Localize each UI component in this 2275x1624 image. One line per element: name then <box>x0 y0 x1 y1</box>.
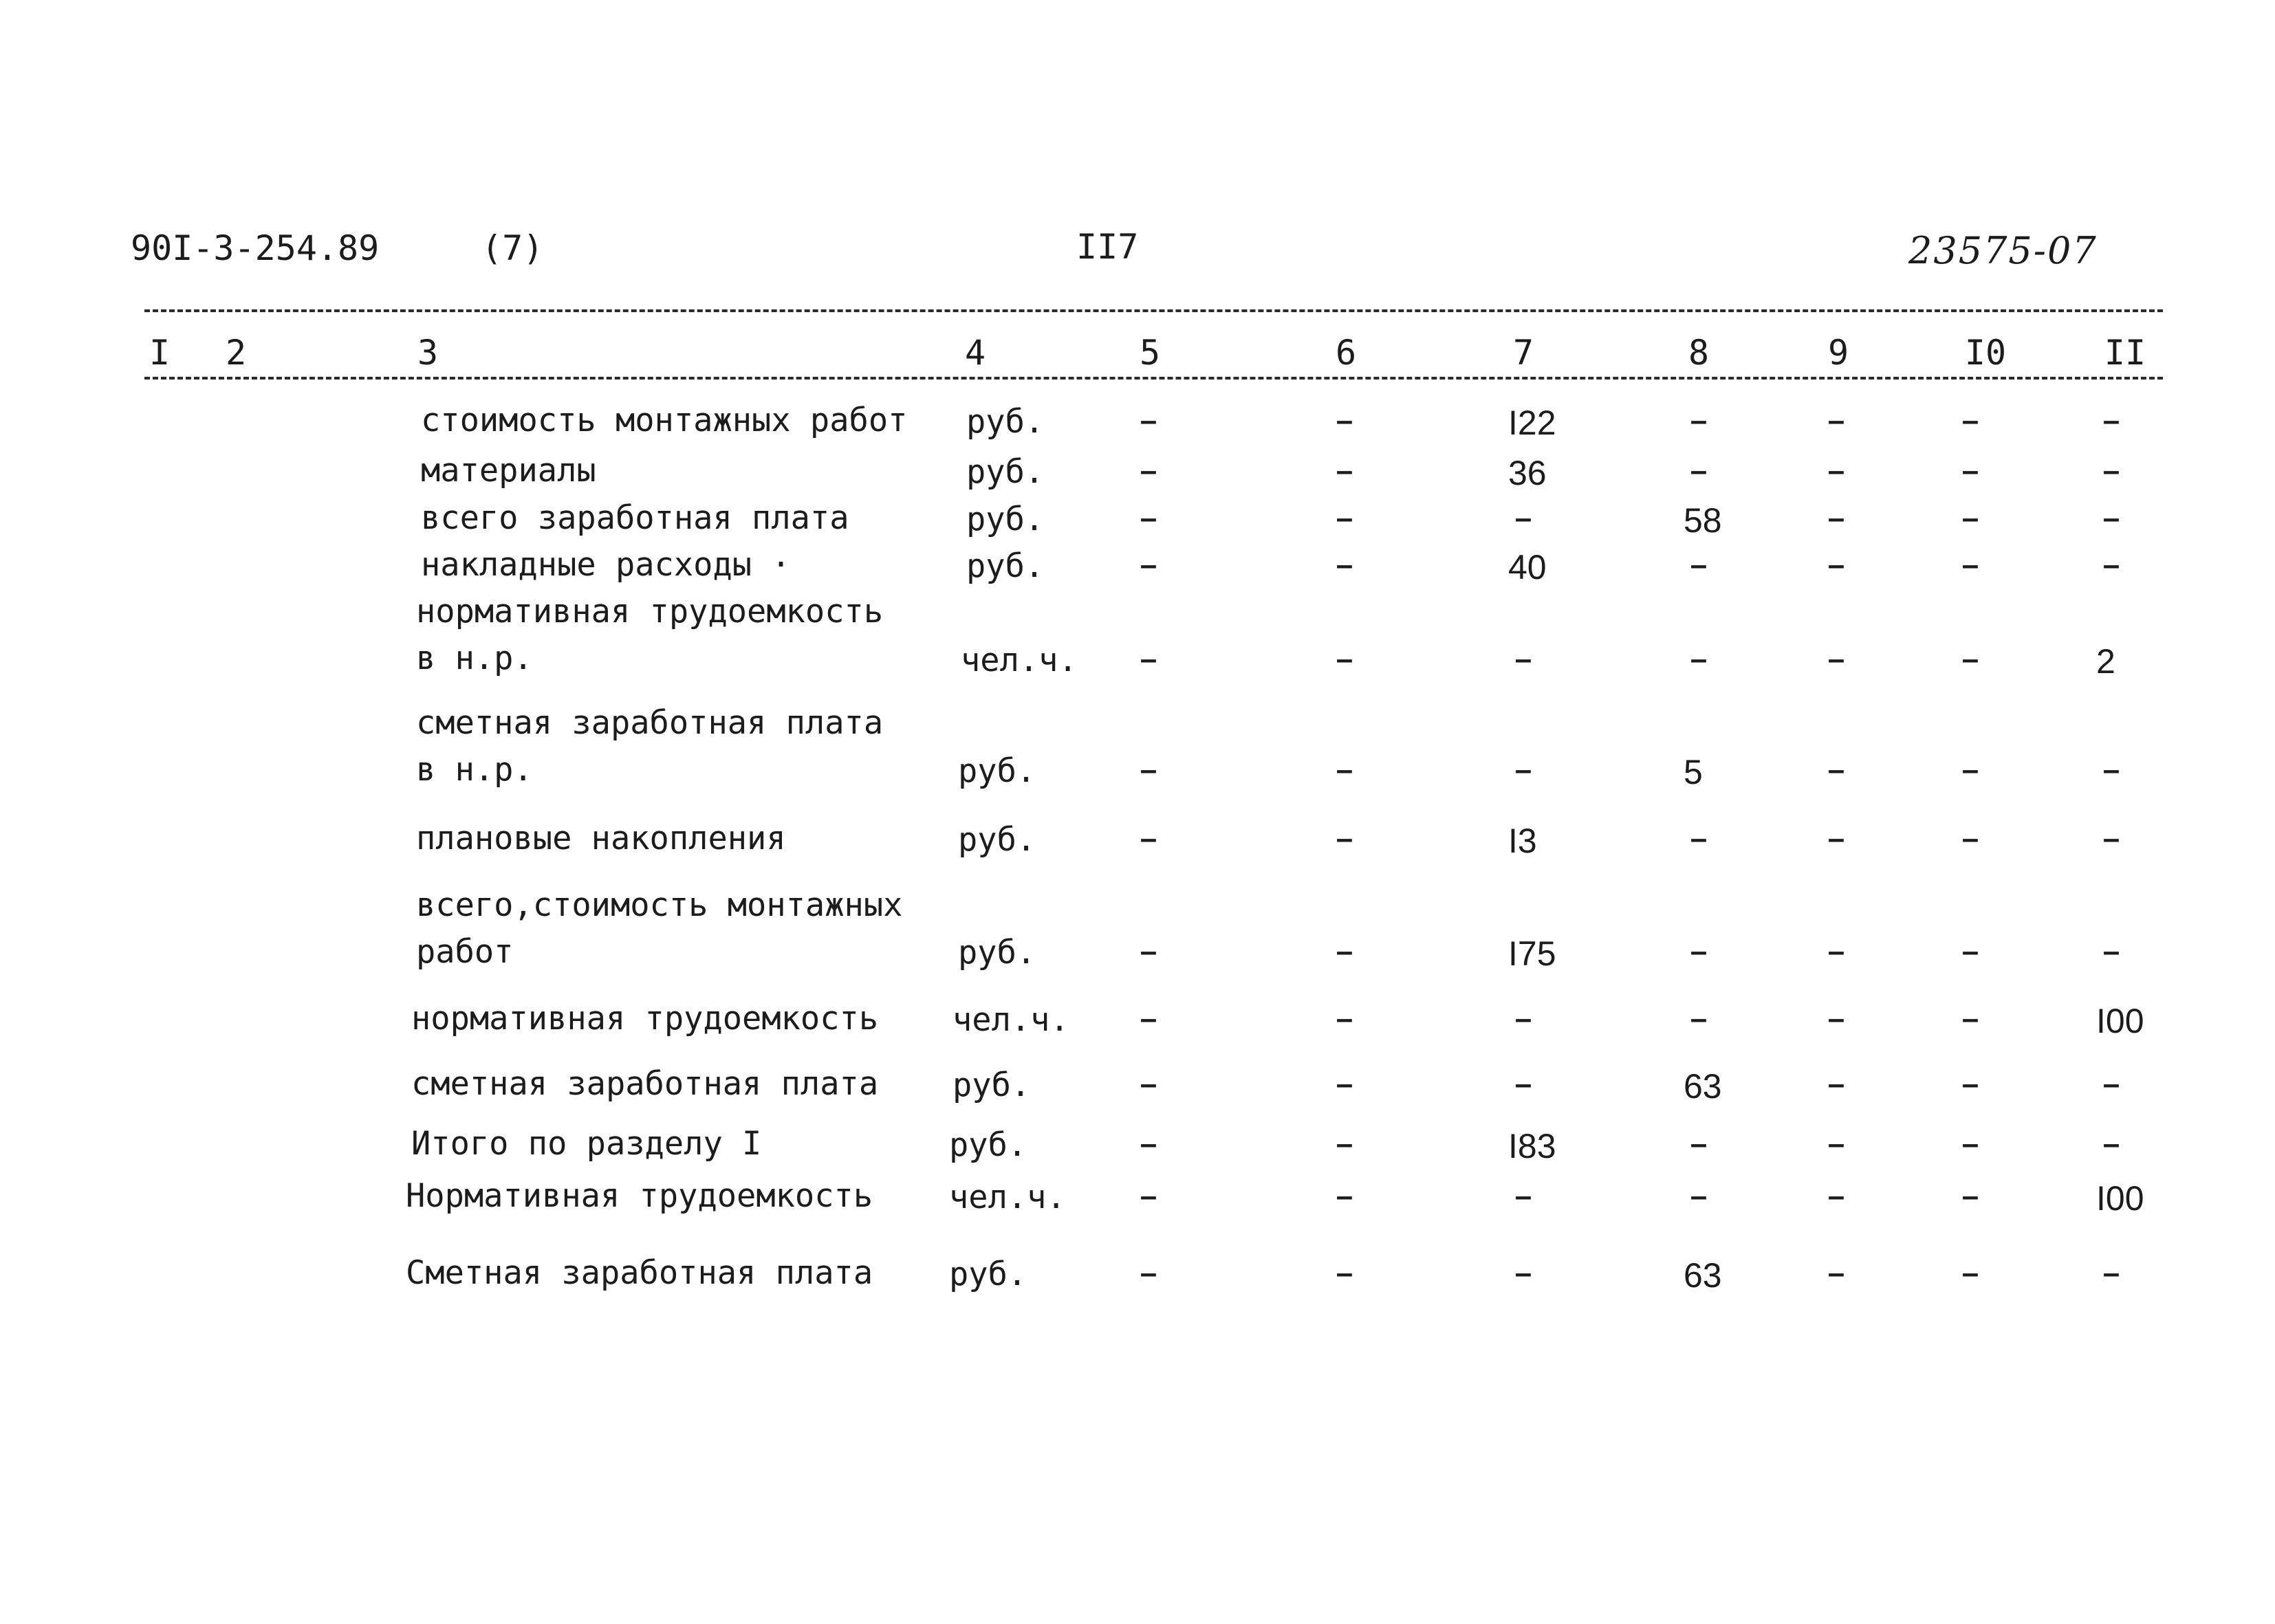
row-unit: руб. <box>966 547 1045 585</box>
row-value: – <box>1827 1002 1845 1035</box>
row-unit: руб. <box>958 752 1036 790</box>
row-value: – <box>1827 404 1845 437</box>
row-value: – <box>1961 642 1979 676</box>
row-value: – <box>1827 454 1845 487</box>
document-code: 90I-3-254.89 <box>131 228 380 268</box>
row-value: I83 <box>1508 1127 1556 1165</box>
row-value: – <box>2102 753 2120 787</box>
row-value: – <box>2102 548 2120 582</box>
row-label: накладные расходы · <box>421 546 791 584</box>
column-number: 6 <box>1335 333 1357 373</box>
row-value: – <box>1690 404 1708 437</box>
row-value: – <box>1336 1002 1353 1035</box>
row-label: всего заработная плата <box>421 499 849 537</box>
row-unit: руб. <box>966 501 1045 538</box>
row-value: – <box>1140 1127 1157 1161</box>
row-value: – <box>1690 1179 1708 1213</box>
row-value: – <box>1961 753 1979 787</box>
header-bottom-rule <box>144 377 2163 380</box>
row-value: 2 <box>2096 642 2115 681</box>
row-value: I22 <box>1508 404 1556 442</box>
column-number: 8 <box>1688 333 1710 373</box>
row-unit: руб. <box>958 934 1036 972</box>
row-value: – <box>1140 934 1157 968</box>
row-value: – <box>1961 822 1979 855</box>
row-value: – <box>1514 1067 1532 1101</box>
row-unit: руб. <box>966 403 1045 441</box>
row-value: – <box>1140 1179 1157 1213</box>
row-value: – <box>1514 501 1532 535</box>
row-value: – <box>1690 548 1708 582</box>
row-value: I75 <box>1508 934 1556 973</box>
row-value: – <box>1514 1256 1532 1290</box>
row-value: – <box>1140 753 1157 787</box>
row-value: – <box>1140 1067 1157 1101</box>
column-number: 9 <box>1827 333 1849 373</box>
row-value: – <box>2102 1127 2120 1161</box>
row-unit: руб. <box>966 453 1045 491</box>
row-value: 58 <box>1684 501 1722 540</box>
sheet-number: (7) <box>481 228 544 268</box>
row-value: – <box>2102 501 2120 535</box>
row-value: – <box>1140 404 1157 437</box>
row-unit: руб. <box>953 1066 1031 1104</box>
row-label: Сметная заработная плата <box>406 1254 873 1292</box>
header-top-rule <box>144 309 2163 312</box>
row-value: I3 <box>1508 822 1537 860</box>
row-value: – <box>1961 1067 1979 1101</box>
row-value: – <box>1336 548 1353 582</box>
row-value: – <box>1336 642 1353 676</box>
row-unit: руб. <box>958 821 1036 859</box>
row-value: – <box>1336 501 1353 535</box>
row-value: – <box>1827 1127 1845 1161</box>
row-value: – <box>1514 753 1532 787</box>
row-value: – <box>1961 501 1979 535</box>
row-value: – <box>1961 1256 1979 1290</box>
row-value: – <box>1140 1002 1157 1035</box>
row-label: всего,стоимость монтажных работ <box>416 886 903 972</box>
row-unit: чел.ч. <box>949 1178 1066 1216</box>
row-value: – <box>1690 454 1708 487</box>
row-value: – <box>1827 1179 1845 1213</box>
row-value: – <box>1140 501 1157 535</box>
row-value: – <box>1690 822 1708 855</box>
row-value: – <box>1140 454 1157 487</box>
row-value: – <box>1514 642 1532 676</box>
row-value: 63 <box>1684 1256 1722 1295</box>
row-value: – <box>2102 404 2120 437</box>
row-label: стоимость монтажных работ <box>421 402 908 439</box>
row-value: – <box>1140 642 1157 676</box>
row-value: – <box>1514 1002 1532 1035</box>
row-value: – <box>1961 454 1979 487</box>
row-unit: руб. <box>949 1126 1027 1164</box>
row-value: – <box>1690 1127 1708 1161</box>
row-value: I00 <box>2096 1179 2144 1218</box>
row-value: – <box>1690 1002 1708 1035</box>
row-value: – <box>2102 822 2120 855</box>
row-value: – <box>1336 822 1353 855</box>
row-value: – <box>1690 934 1708 968</box>
row-label: Нормативная трудоемкость <box>406 1177 873 1215</box>
row-value: – <box>2102 1256 2120 1290</box>
row-value: – <box>1961 548 1979 582</box>
row-value: – <box>1336 404 1353 437</box>
row-value: – <box>1961 934 1979 968</box>
inventory-number: 23575-07 <box>1908 229 2098 272</box>
row-value: – <box>1336 1179 1353 1213</box>
row-value: – <box>2102 454 2120 487</box>
column-number: I <box>149 333 171 373</box>
row-value: – <box>1336 753 1353 787</box>
column-number: II <box>2104 333 2146 373</box>
row-value: – <box>1336 1067 1353 1101</box>
row-label: плановые накопления <box>416 820 786 857</box>
row-value: – <box>2102 1067 2120 1101</box>
row-value: I00 <box>2096 1002 2144 1040</box>
row-value: – <box>1961 1002 1979 1035</box>
row-value: – <box>1690 642 1708 676</box>
row-value: – <box>2102 934 2120 968</box>
row-value: – <box>1336 1127 1353 1161</box>
row-unit: чел.ч. <box>961 641 1078 679</box>
row-value: – <box>1827 1067 1845 1101</box>
column-number: 4 <box>964 333 986 373</box>
row-value: 36 <box>1508 454 1547 492</box>
row-value: 40 <box>1508 548 1547 586</box>
row-label: нормативная трудоемкость <box>411 1000 879 1038</box>
row-value: – <box>1827 753 1845 787</box>
row-value: 63 <box>1684 1067 1722 1106</box>
column-number: 3 <box>417 333 439 373</box>
row-label: сметная заработная плата <box>411 1065 879 1103</box>
row-value: – <box>1961 1127 1979 1161</box>
row-value: – <box>1827 822 1845 855</box>
row-value: 5 <box>1684 753 1703 791</box>
row-label: Итого по разделу I <box>411 1125 762 1163</box>
row-value: – <box>1336 934 1353 968</box>
row-label: нормативная трудоемкость в н.р. <box>416 593 884 678</box>
row-label: сметная заработная плата в н.р. <box>416 704 884 789</box>
row-value: – <box>1514 1179 1532 1213</box>
row-value: – <box>1961 404 1979 437</box>
row-value: – <box>1827 501 1845 535</box>
row-unit: руб. <box>949 1255 1027 1293</box>
row-value: – <box>1336 454 1353 487</box>
row-label: материалы <box>421 452 596 490</box>
row-value: – <box>1336 1256 1353 1290</box>
page-number: II7 <box>1076 227 1139 267</box>
row-value: – <box>1827 642 1845 676</box>
row-value: – <box>1827 934 1845 968</box>
row-unit: чел.ч. <box>953 1001 1069 1039</box>
column-number: I0 <box>1964 333 2007 373</box>
column-number: 7 <box>1512 333 1534 373</box>
row-value: – <box>1140 548 1157 582</box>
column-number: 2 <box>225 333 247 373</box>
row-value: – <box>1140 1256 1157 1290</box>
row-value: – <box>1140 822 1157 855</box>
row-value: – <box>1827 1256 1845 1290</box>
row-value: – <box>1961 1179 1979 1213</box>
row-value: – <box>1827 548 1845 582</box>
column-number: 5 <box>1139 333 1161 373</box>
